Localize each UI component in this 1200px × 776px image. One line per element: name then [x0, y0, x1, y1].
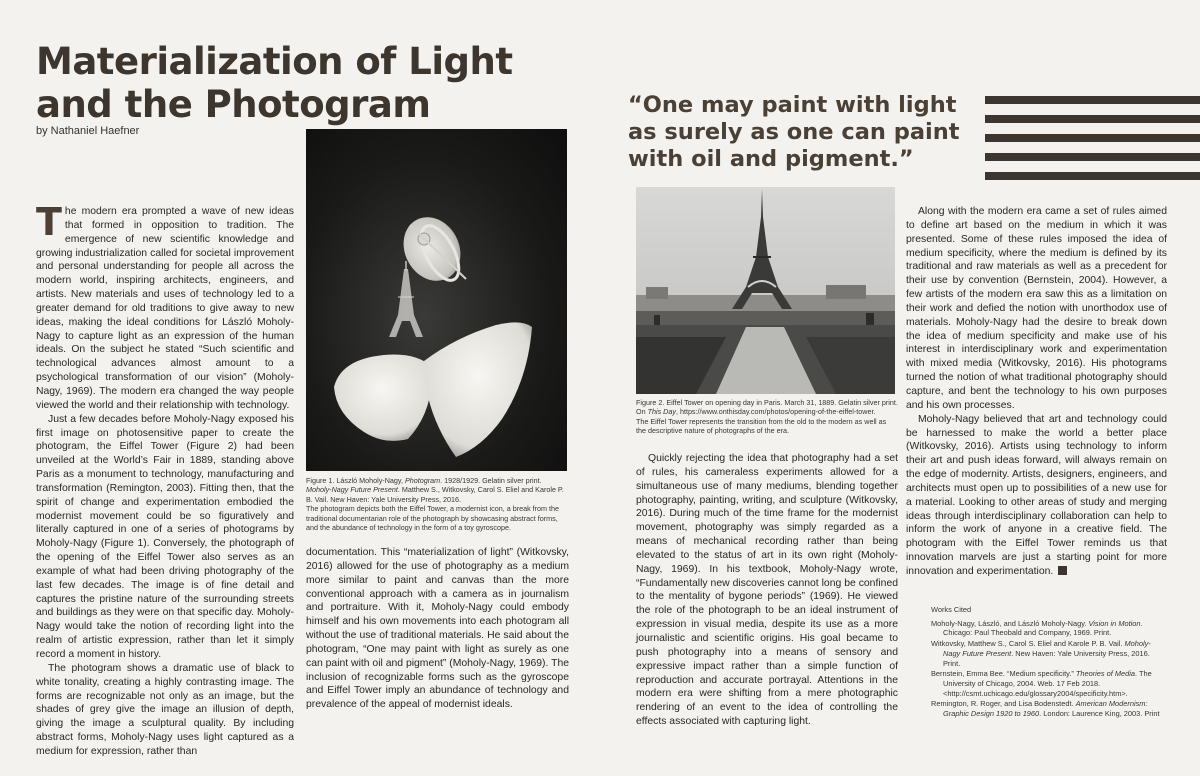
- figure-2-description: The Eiffel Tower represents the transition from the old to the modern as well as the descriptive nature of photographs of the era.: [636, 416, 887, 436]
- works-cited: [931, 605, 1167, 720]
- byline: by Nathaniel Haefner: [36, 125, 140, 137]
- figure-2-eiffel-tower-image: [636, 187, 895, 394]
- paragraph-closing: Moholy-Nagy believed that art and technology could be harnessed to make the world a better place (Witkovsky, 2016). Artists using technology to inform their art and push ideas forward, will always remain on the edge of modernity. Artists, designers, engineers, and architects must open up to possibilities of a new use for a material. Looking to other areas of study and merging ideas through interdisciplinary collaboration can help to inform the work of anyone in a creative field. The photogram with the Eiffel Tower reminds us that innovation marvels are just a starting point for more innovation and experimentation.: [906, 413, 1167, 577]
- pull-quote: “One may paint with light as surely as one can paint with oil and pigment.”: [628, 92, 960, 172]
- photogram-graphic: [306, 129, 567, 471]
- figure-1-credit: Figure 1. László Moholy-Nagy, Photogram. 1928/1929. Gelatin silver print. Moholy-Nagy Future Present. Matthew S., Witkovsky, Carol S. Eliel and Karole P. B. Vail. New Haven: Yale University Press, 2016.: [306, 476, 564, 504]
- paragraph-intro: The modern era prompted a wave of new ideas that formed in opposition to tradition. The emergence of new scientific knowledge and growing industrialization called for societal improvement and personal understanding for people all across the modern world, inspiring architects, engineers, and artists. New materials and uses of technology led to a greater demand for old traditions to give away to new ideas, making the ideal conditions for László Moholy-Nagy to capture light as an expression of the human ideals. On the subject he stated “Such scientific and technological advances almost amount to a psychological transformation of our vision” (Moholy-Nagy, 1969). The modern era changed the way people viewed the world and their relationship with technology.: [36, 200, 294, 411]
- paragraph: Just a few decades before Moholy-Nagy exposed his first image on photosensitive paper to create the photogram, the Eiffel Tower (Figure 2) had been unveiled at the World’s Fair in 1889, standing above Paris as a monument to technology, manufacturing and transformation (Remington, 2003). Fitting then, that the spirit of change and experimentation embodied the modernist movement could be so figuratively and literally captured in one of a series of photograms by Moholy-Nagy (Figure 1). Conversely, the photograph of the opening of the Eiffel Tower also serves as an example of what had been driving photography of the last few decades. The image is of fine detail and captures the pristine nature of the surrounding streets and buildings as they were on that specific day. Moholy-Nagy would take the notion of recording light into the realm of artistic expression, rather than let it simply record a moment in history.: [36, 413, 294, 660]
- body-column-4: [906, 205, 1167, 579]
- citation: Moholy-Nagy, László, and László Moholy-Nagy. Vision in Motion. Chicago: Paul Theobald and Company, 1969. Print.: [931, 618, 1143, 638]
- paragraph: Along with the modern era came a set of rules aimed to define art based on the medium in which it was presented. Some of these rules imposed the idea of medium specificity, where the medium is defined by its traditional and raw materials as well as a precedent for their use by convention (Bernstein, 2004). However, a few artists of the modern era saw this as a limitation on their work and defied the notion with unorthodox use of materials. Moholy-Nagy had the desire to break down the idea of medium specificity and make use of his interest in interdisciplinary work and experimentation with mixed media (Witkovsky, 2016). His photograms turned the notion of what traditional photography should capture, and bent the technology to his own purposes and his own processes.: [906, 206, 1167, 411]
- citation: Bernstein, Emma Bee. “Medium specificity.” Theories of Media. The University of Chicago, 2004. Web. 17 Feb 2018. <http://csmt.uchicago.edu/glossary2004/specificity.htm>.: [931, 669, 1152, 698]
- end-mark-icon: [1058, 566, 1067, 575]
- paragraph: Quickly rejecting the idea that photography had a set of rules, his cameraless experiments allowed for a simultaneous use of many mediums, blending together photography, painting, writing, and sculpture (Witkovsky, 2016). During much of the time frame for the modernist movement, photography was simply regarded as a means of mechanical recording rather than being elevated to the status of art in its own right (Moholy-Nagy, 1969). In his textbook, Moholy-Nagy wrote, “Fundamentally new discoveries cannot long be confined to the mentality of bygone periods” (1969). He viewed the role of the photograph to be an ideal instrument of expression in visual media, despite its use as a more journalistic and scientific origins. His goal became to push photography into a means of sensory and expressive impact rather than a simple function of reproduction and accurate portrayal. Attentions in the modern era were shifting from a mere photographic rendering of an event to the idea of controlling the effects associated with capturing light.: [636, 453, 898, 728]
- figure-2-caption: [636, 398, 898, 436]
- decorative-stripe: [985, 96, 1200, 104]
- figure-1-caption: [306, 476, 569, 532]
- citation: Witkovsky, Matthew S., Carol S. Eliel and Karole P. B. Vail. Moholy-Nagy Future Present. New Haven: Yale University Press, 2016. Print.: [931, 639, 1151, 668]
- title-line-1: Materialization of Light: [36, 40, 513, 83]
- decorative-stripe: [985, 134, 1200, 142]
- works-cited-heading: Works Cited: [931, 605, 972, 614]
- body-column-1: [36, 200, 294, 759]
- figure-1-photogram-image: [306, 129, 567, 471]
- body-column-3: [636, 452, 898, 729]
- title-line-2: and the Photogram: [36, 83, 431, 126]
- figure-1-description: The photogram depicts both the Eiffel Tower, a modernist icon, a break from the traditional documentarian role of the photograph by showcasing abstract forms, and the abundance of technology in the form of a toy gyroscope.: [306, 504, 560, 533]
- body-column-2: [306, 546, 569, 712]
- decorative-stripe: [985, 172, 1200, 180]
- drop-cap: T: [36, 200, 62, 244]
- decorative-stripe: [985, 115, 1200, 123]
- citation: Remington, R. Roger, and Lisa Bodenstedt. American Modernism: Graphic Design 1920 to 1960. London: Laurence King, 2003. Print: [931, 699, 1160, 719]
- paragraph: The photogram shows a dramatic use of black to white tonality, creating a highly contrasting image. The forms are recognizable not only as an image, but the shades of grey give the image an illusion of depth, giving the image a sculptural quality. By including abstract forms, Moholy-Nagy uses light captured as a medium for expression, rather than: [36, 662, 294, 757]
- article-title: [36, 40, 596, 126]
- decorative-stripe: [985, 153, 1200, 161]
- eiffel-tower-graphic: [636, 187, 895, 394]
- figure-2-credit: Figure 2. Eiffel Tower on opening day in Paris. March 31, 1889. Gelatin silver print. On This Day, https://www.onthisday.com/photos/opening-of-the-eiffel-tower.: [636, 398, 898, 417]
- paragraph: documentation. This “materialization of light” (Witkovsky, 2016) allowed for the use of photography as a medium more similar to paint and canvas than the more conventional approach with a camera as in journalism and portraiture. With it, Moholy-Nagy could embody himself and his own movements into each photogram all without the use of traditional materials. He said about the photogram, “One may paint with light as surely as one can paint with oil and pigment” (Moholy-Nagy, 1969). The inclusion of recognizable forms such as the gyroscope and Eiffel Tower imply an abundance of technology and prevalence of the appeal of modernist ideals.: [306, 547, 569, 711]
